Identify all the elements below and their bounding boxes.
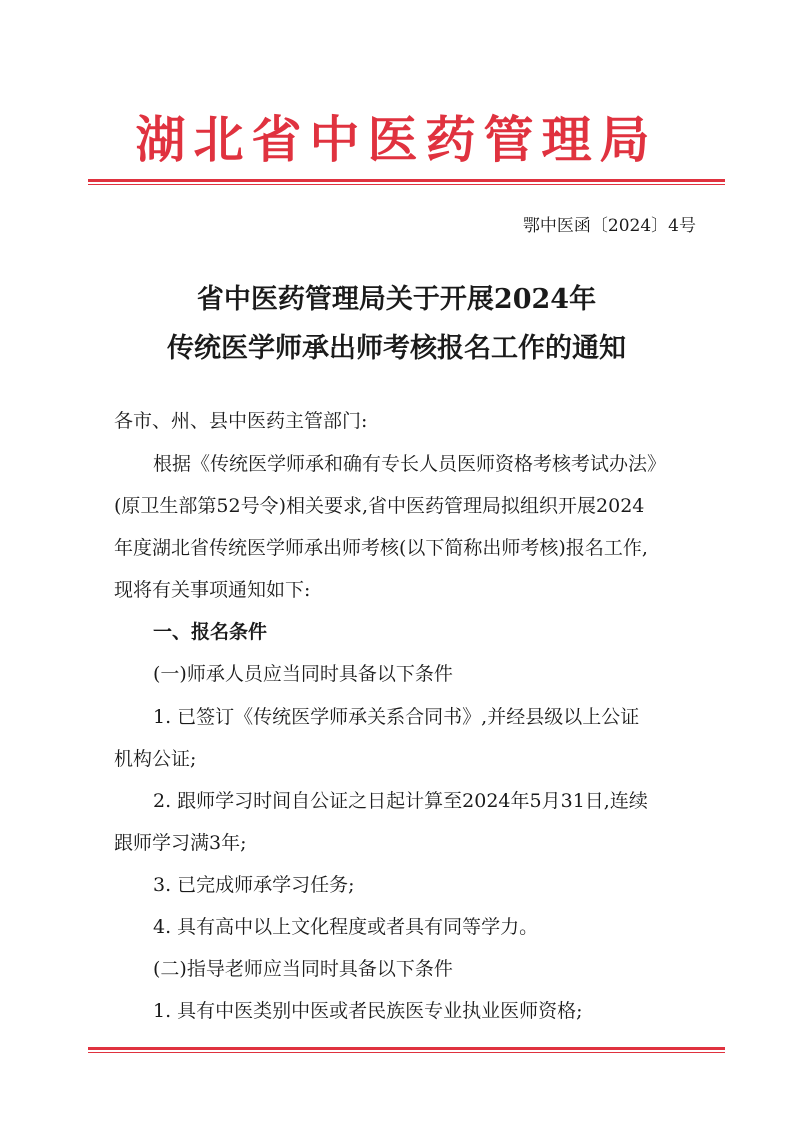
list-item: 1. 已签订《传统医学师承关系合同书》,并经县级以上公证 xyxy=(153,706,640,728)
letterhead-org-name: 湖北省中医药管理局 xyxy=(135,110,658,169)
rule-thick-line xyxy=(88,179,725,182)
list-item-continuation: 跟师学习满3年; xyxy=(114,832,247,854)
rule-thin-line xyxy=(88,184,725,185)
intro-line: (原卫生部第52号令)相关要求,省中医药管理局拟组织开展2024 xyxy=(114,495,645,517)
list-item: 3. 已完成师承学习任务; xyxy=(153,874,355,896)
salutation: 各市、州、县中医药主管部门: xyxy=(114,410,368,432)
subsection-heading: (二)指导老师应当同时具备以下条件 xyxy=(153,958,453,980)
intro-line: 年度湖北省传统医学师承出师考核(以下简称出师考核)报名工作, xyxy=(114,537,648,559)
intro-line: 根据《传统医学师承和确有专长人员医师资格考核考试办法》 xyxy=(153,453,667,475)
list-item-continuation: 机构公证; xyxy=(114,748,197,770)
list-item: 1. 具有中医类别中医或者民族医专业执业医师资格; xyxy=(153,1000,583,1022)
footer-red-rule xyxy=(88,1047,725,1053)
subsection-heading: (一)师承人员应当同时具备以下条件 xyxy=(153,663,453,685)
document-number: 鄂中医函〔2024〕4号 xyxy=(522,216,696,236)
list-item: 4. 具有高中以上文化程度或者具有同等学力。 xyxy=(153,916,539,938)
letterhead-red-rule xyxy=(88,179,725,185)
rule-thick-line xyxy=(88,1047,725,1050)
section-heading: 一、报名条件 xyxy=(153,621,268,643)
notice-title-line-2: 传统医学师承出师考核报名工作的通知 xyxy=(167,333,626,364)
list-item: 2. 跟师学习时间自公证之日起计算至2024年5月31日,连续 xyxy=(153,790,648,812)
rule-thin-line xyxy=(88,1052,725,1053)
intro-line: 现将有关事项通知如下: xyxy=(114,579,311,601)
notice-title-line-1: 省中医药管理局关于开展2024年 xyxy=(196,284,597,315)
